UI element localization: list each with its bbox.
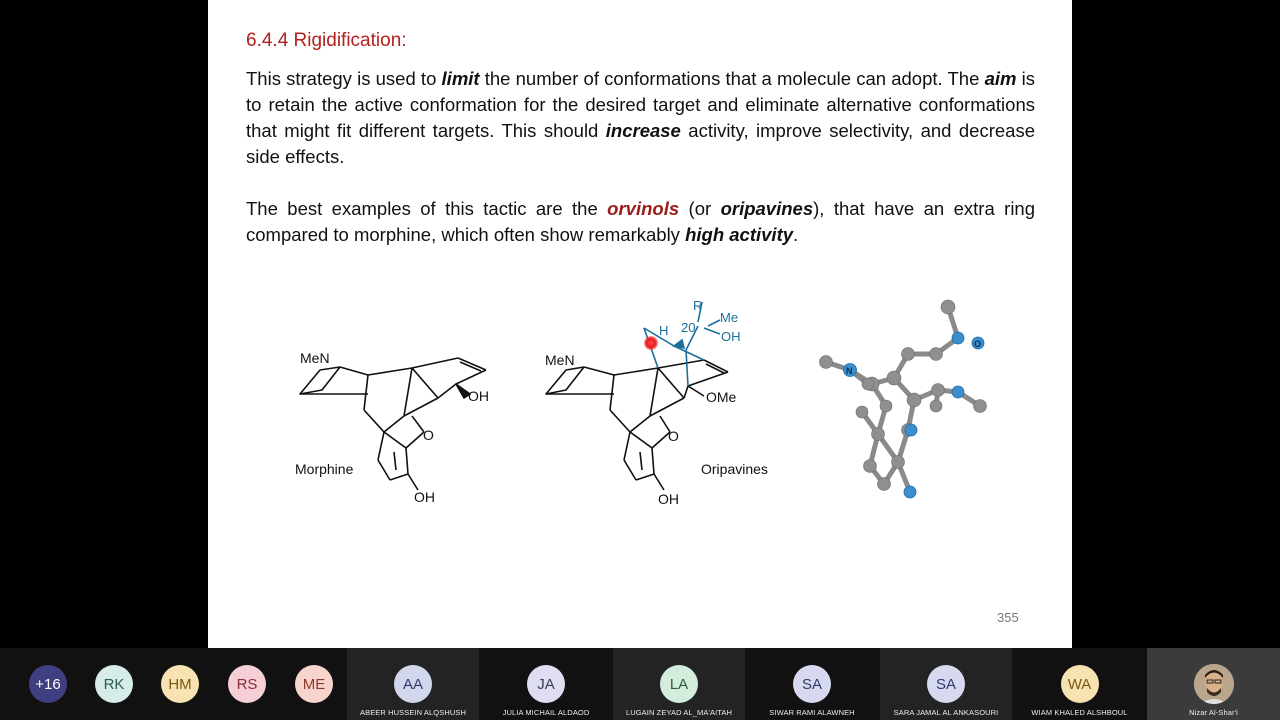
oripavine-h-label: H	[659, 323, 669, 338]
avatar: AA	[394, 665, 432, 703]
structures-figure	[208, 0, 1072, 648]
model-n-label: N	[846, 366, 853, 376]
morphine-name-label: Morphine	[295, 461, 354, 477]
avatar: SA	[927, 665, 965, 703]
emphasis-high-activity: high activity	[685, 224, 794, 245]
text: activity, improve selectivity, and decrease side effects.	[246, 120, 1035, 167]
participant-name: LUGAIN ZEYAD AL_MA'AITAH	[625, 708, 733, 717]
text: is to retain the active conformation for the desired target and eliminate alternative conformations that might fit different targets. This should	[246, 68, 1035, 141]
ball-and-stick-model	[820, 300, 987, 498]
morphine-oh-top-label: OH	[468, 388, 489, 404]
oripavine-men-label: MeN	[545, 352, 575, 368]
participant-tile-overflow[interactable]	[28, 648, 68, 720]
emphasis-increase: increase	[605, 120, 681, 141]
text: the number of conformations that a molecule can adopt. The	[479, 68, 985, 89]
text: (or	[679, 198, 721, 219]
oripavine-oh-top-label: OH	[721, 329, 741, 344]
avatar: RK	[95, 665, 133, 703]
oripavine-r-label: R	[693, 298, 703, 313]
participant-name: Nizar Al-Shar'i	[1189, 708, 1238, 717]
emphasis-limit: limit	[441, 68, 480, 89]
avatar: WA	[1061, 665, 1099, 703]
oripavine-ome-label: OMe	[706, 389, 737, 405]
oripavine-me-label: Me	[720, 310, 739, 325]
text: .	[793, 224, 799, 245]
participant-tile[interactable]	[160, 648, 200, 720]
text: This strategy is used to	[246, 68, 442, 89]
oripavine-c20-label: 20	[681, 320, 696, 335]
avatar: SA	[793, 665, 831, 703]
model-o-label: O	[974, 339, 982, 349]
avatar: JA	[527, 665, 565, 703]
participant-tile[interactable]	[294, 648, 334, 720]
participant-name: SIWAR RAMI ALAWNEH	[769, 708, 855, 717]
emphasis-oripavines: oripavines	[720, 198, 814, 219]
participant-tile[interactable]	[480, 648, 612, 720]
participant-tile[interactable]	[613, 648, 745, 720]
oripavine-o-label: O	[668, 428, 679, 444]
avatar: RS	[228, 665, 266, 703]
participant-strip	[0, 648, 1280, 720]
oripavine-oh-bottom-label: OH	[658, 491, 679, 507]
section-heading: 6.4.4 Rigidification:	[246, 30, 407, 51]
participant-tile[interactable]	[227, 648, 267, 720]
emphasis-orvinols: orvinols	[607, 198, 680, 219]
avatar: HM	[161, 665, 199, 703]
participant-name: WIAM KHALED ALSHBOUL	[1031, 708, 1128, 717]
avatar: +16	[29, 665, 67, 703]
morphine-oh-bottom-label: OH	[414, 489, 435, 505]
text: The best examples of this tactic are the	[246, 198, 608, 219]
presentation-slide	[208, 0, 1072, 648]
avatar: ME	[295, 665, 333, 703]
participant-tile[interactable]	[746, 648, 878, 720]
participant-tile[interactable]	[347, 648, 479, 720]
participant-name: SARA JAMAL AL ANKASOURI	[893, 708, 999, 717]
laser-pointer	[644, 336, 658, 350]
morphine-men-label: MeN	[300, 350, 330, 366]
avatar: LA	[660, 665, 698, 703]
participant-tile-self[interactable]	[1147, 648, 1280, 720]
participant-tile[interactable]	[1013, 648, 1146, 720]
morphine-o-label: O	[423, 427, 434, 443]
participant-tile[interactable]	[880, 648, 1012, 720]
oripavine-name-label: Oripavines	[701, 461, 768, 477]
participant-name: ABEER HUSSEIN ALQSHUSH	[360, 708, 466, 717]
participant-name: JULIA MICHAIL ALDAOD	[502, 708, 590, 717]
participant-tile[interactable]	[94, 648, 134, 720]
user-photo-avatar	[1194, 664, 1234, 704]
emphasis-aim: aim	[984, 68, 1017, 89]
text: ), that have an extra ring compared to morphine, which often show remarkably	[246, 198, 1036, 245]
page-number: 355	[997, 610, 1019, 625]
